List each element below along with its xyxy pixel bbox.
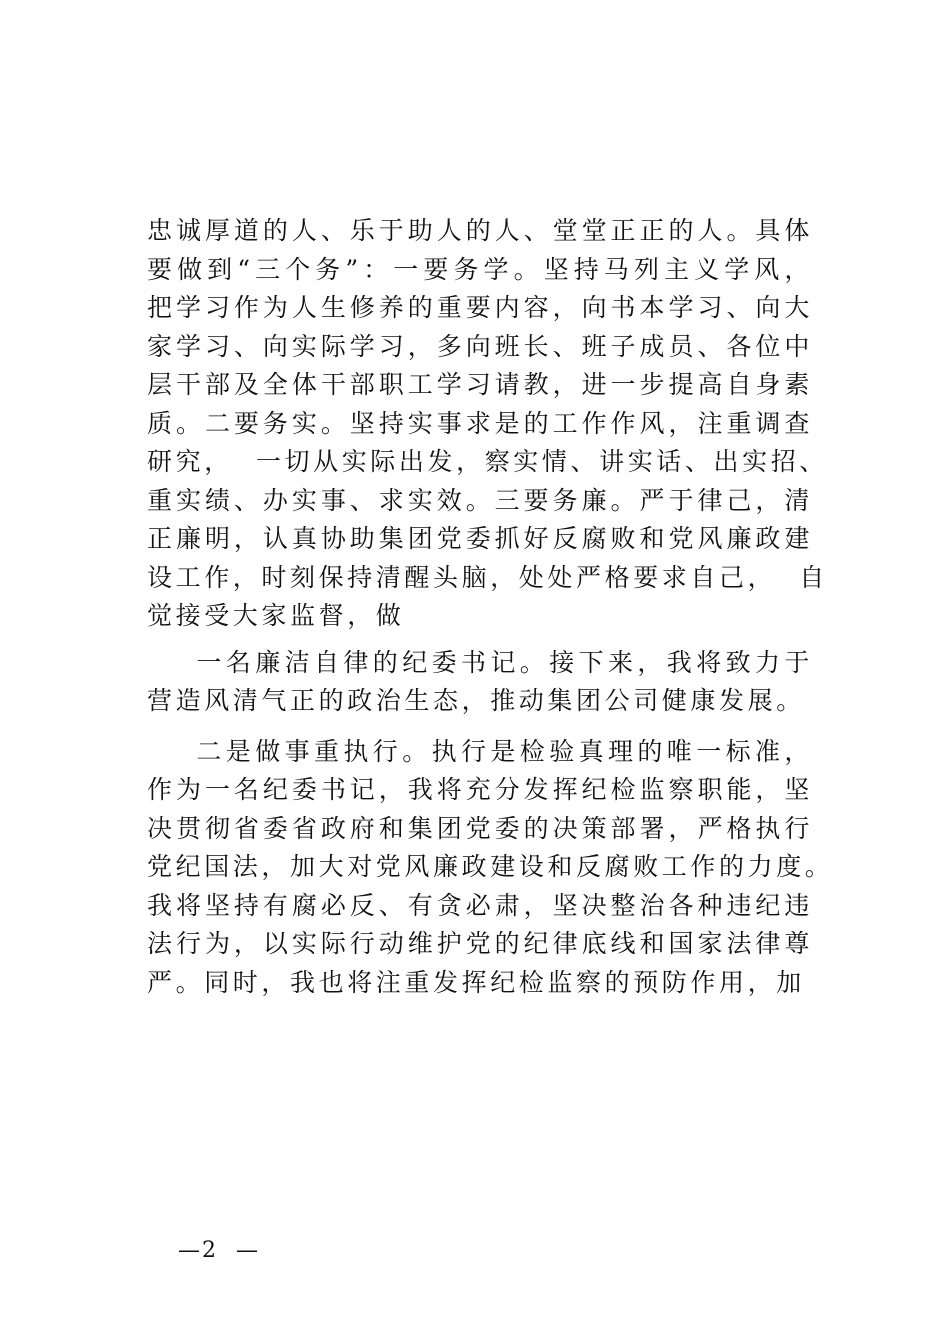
- text-line: 把学习作为人生修养的重要内容，向书本学习、向大: [147, 293, 813, 322]
- text-line: 要做到“三个务”：一要务学。坚持马列主义学风，: [147, 254, 813, 284]
- paragraph-3: [147, 733, 834, 1003]
- text-line: 正廉明，认真协助集团党委抓好反腐败和党风廉政建: [147, 524, 813, 553]
- paragraph-1: [147, 212, 828, 636]
- text-line: 作为一名纪委书记，我将充分发挥纪检监察职能，坚: [147, 775, 813, 804]
- text-line: 质。二要务实。坚持实事求是的工作作风，注重调查: [147, 408, 813, 438]
- text-line: 层干部及全体干部职工学习请教，进一步提高自身素: [147, 370, 813, 399]
- text-line: 法行为，以实际行动维护党的纪律底线和国家法律尊: [147, 929, 813, 958]
- page-number: —2 —: [178, 1238, 260, 1263]
- paragraph-2: [147, 644, 813, 721]
- text-line: 我将坚持有腐必反、有贪必肃，坚决整治各种违纪违: [147, 890, 813, 920]
- text-line: 重实绩、办实事、求实效。三要务廉。严于律己，清: [147, 485, 813, 515]
- text-line: 家学习、向实际学习，多向班长、班子成员、各位中: [147, 331, 813, 361]
- text-line: 觉接受大家监督，做: [147, 601, 405, 630]
- text-line: 忠诚厚道的人、乐于助人的人、堂堂正正的人。具体: [147, 216, 813, 245]
- text-line: 严。同时，我也将注重发挥纪检监察的预防作用，加: [147, 967, 805, 997]
- text-line: 营造风清气正的政治生态，推动集团公司健康发展。: [147, 686, 805, 715]
- text-line: 二是做事重执行。执行是检验真理的唯一标准，: [147, 736, 813, 766]
- text-line: 决贯彻省委省政府和集团党委的决策部署，严格执行: [147, 813, 813, 843]
- text-line: 党纪国法，加大对党风廉政建设和反腐败工作的力度。: [147, 852, 834, 881]
- text-line: 研究， 一切从实际出发，察实情、讲实话、出实招、: [147, 447, 828, 476]
- text-line: 设工作，时刻保持清醒头脑，处处严格要求自己， 自: [147, 562, 828, 592]
- text-line: 一名廉洁自律的纪委书记。接下来，我将致力于: [147, 647, 813, 677]
- body-text: [147, 212, 834, 1002]
